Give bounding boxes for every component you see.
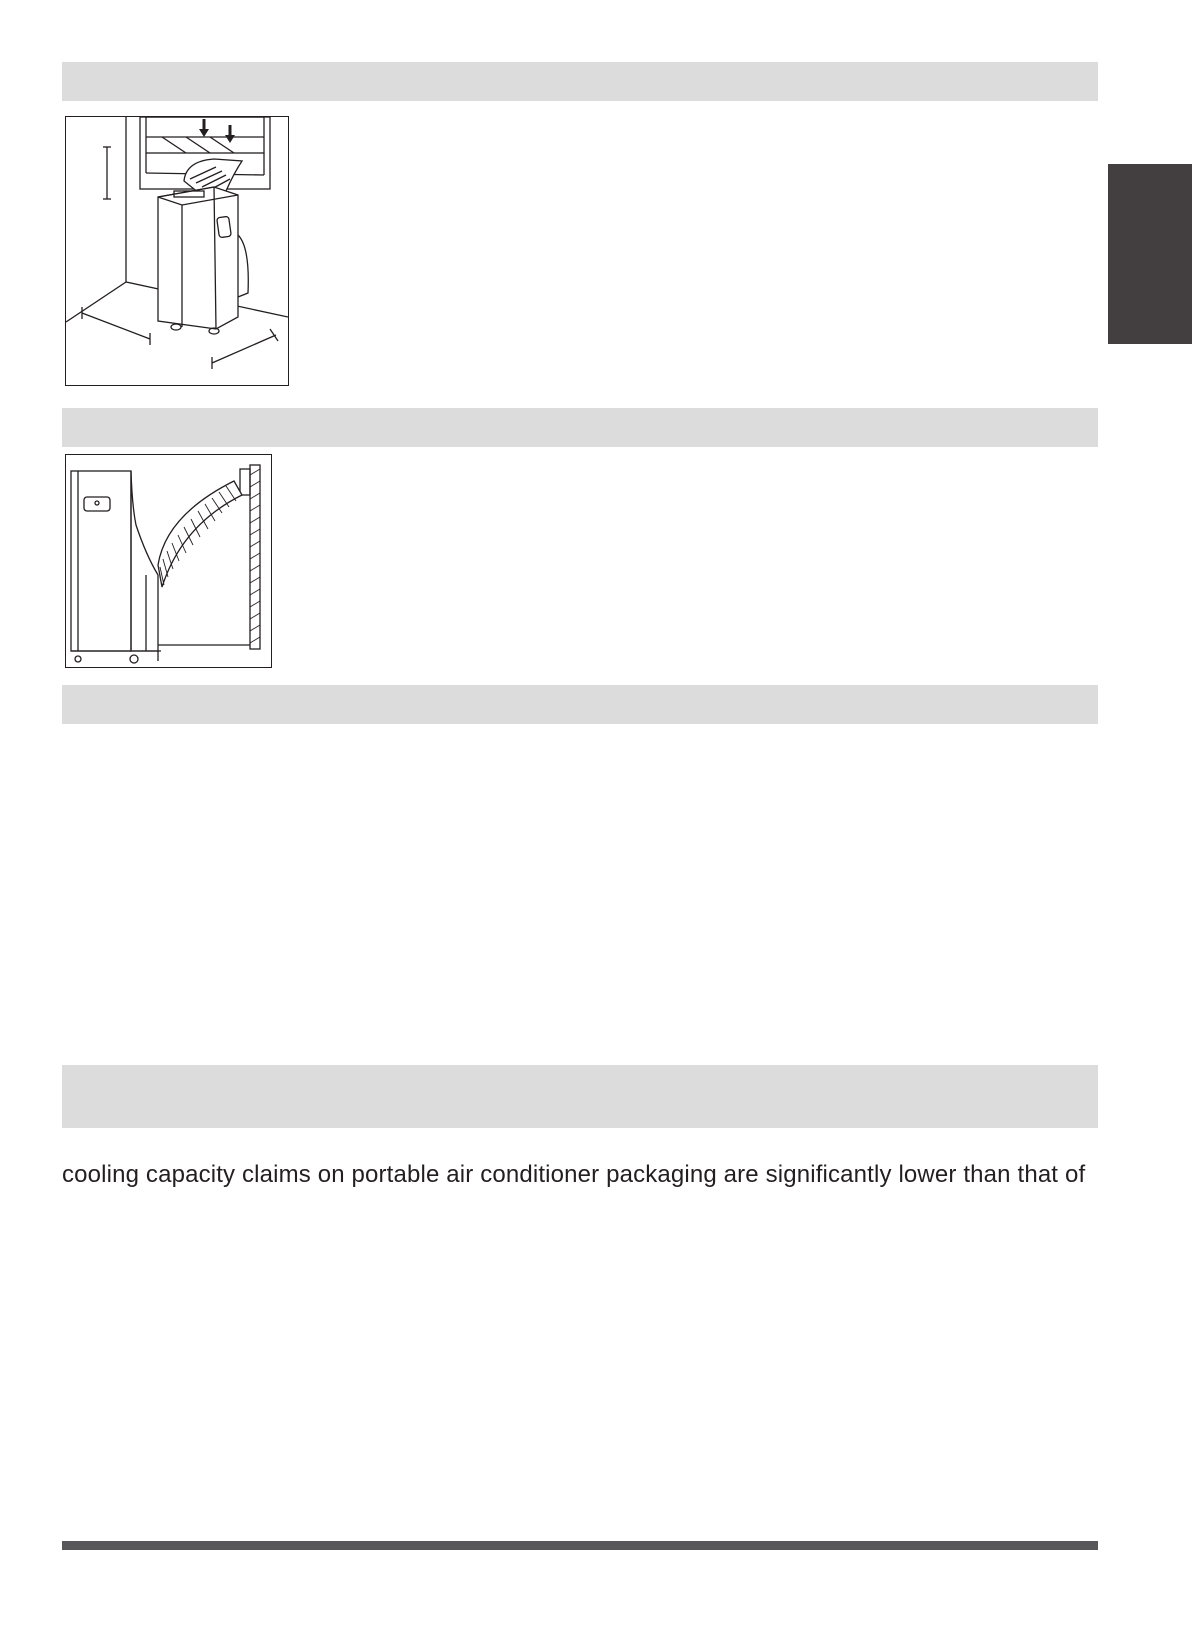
chapter-side-tab [1108,164,1192,344]
section-header-bar-4 [62,1065,1098,1128]
section-header-bar-1 [62,62,1098,101]
section-header-bar-3 [62,685,1098,724]
figure-1-window-installation [65,116,289,386]
portable-ac-window-installation-icon [66,117,288,385]
figure-2-exhaust-hose-wall [65,454,272,668]
footer-rule [62,1541,1098,1550]
portable-ac-exhaust-hose-wall-icon [66,455,271,667]
body-paragraph: cooling capacity claims on portable air conditioner packaging are significantly lower than that of [62,1161,1086,1188]
section-header-bar-2 [62,408,1098,447]
